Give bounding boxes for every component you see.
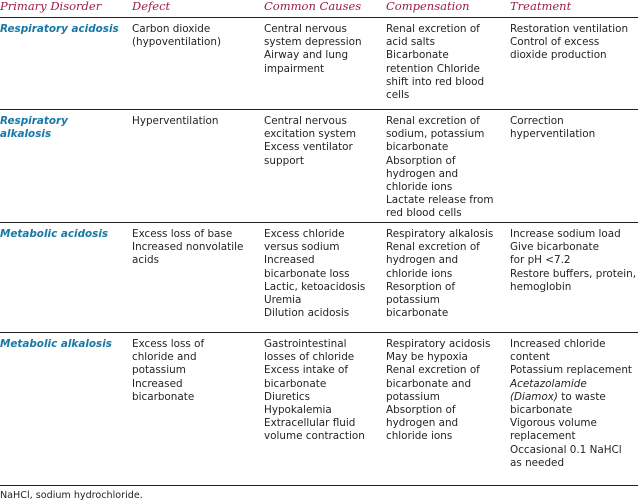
table-row [0,18,638,110]
compensation-cell [380,333,504,486]
table-row [0,110,638,223]
cell-line: bicarbonate [264,377,327,390]
cell-line: Renal excretion of [386,23,480,35]
cell-line: red blood cells [386,207,462,220]
cell-line: Carbon dioxide [132,23,211,35]
cell-line: Increased [132,377,183,390]
cell-line: bicarbonate [132,390,195,403]
compensation-cell [380,110,504,223]
cell-line: Increased chloride [510,338,606,350]
cell-line: system depression [264,36,362,49]
causes-cell [258,223,380,333]
cell-line: Excess chloride [264,228,345,240]
defect-cell [126,110,258,223]
cell-line: Excess intake of [264,364,349,377]
cell-line: Respiratory alkalosis [386,228,494,240]
cell-line: content [510,351,550,364]
cell-line: chloride and [132,351,197,364]
causes-cell [258,333,380,486]
cell-line: bicarbonate loss [264,267,350,280]
cell-line: chloride ions [386,181,453,194]
cell-line: sodium, potassium [386,128,485,141]
cell-line: Correction [510,115,564,127]
disorder-cell: Metabolic acidosis [0,223,126,333]
cell-line: Dilution acidosis [264,307,350,320]
cell-line: cells [386,89,410,102]
cell-line: losses of chloride [264,351,355,364]
cell-line: chloride ions [386,430,453,443]
cell-line: acids [132,254,159,267]
causes-cell [258,18,380,110]
compensation-cell [380,223,504,333]
cell-line: Excess ventilator [264,141,353,154]
cell-line: Resorption of [386,280,456,293]
table-row [0,333,638,486]
cell-line: support [264,154,304,167]
cell-line: hydrogen and [386,167,459,180]
cell-line: versus sodium [264,241,340,254]
cell-line: Renal excretion of [386,364,480,377]
header-treatment: Treatment [504,0,638,18]
cell-line: May be hypoxia [386,351,468,364]
disorder-cell: Metabolic alkalosis [0,333,126,486]
cell-line: impairment [264,62,325,75]
cell-line: dioxide production [510,49,607,62]
cell-line: hydrogen and [386,417,459,430]
defect-cell [126,223,258,333]
cell-line: hyperventilation [510,128,596,141]
cell-line: hydrogen and [386,254,459,267]
table-header-row [0,0,638,18]
cell-line: for pH <7.2 [510,254,571,267]
cell-line: Gastrointestinal [264,338,347,350]
cell-line: Increase sodium load [510,228,621,240]
table-footnote: NaHCl, sodium hydrochloride. [0,490,143,501]
cell-line: Give bicarbonate [510,241,599,254]
disorder-cell: Respiratory alkalosis [0,110,126,223]
cell-line: excitation system [264,128,356,141]
cell-line: Central nervous [264,23,347,35]
causes-cell [258,110,380,223]
cell-line: Excess loss of base [132,228,233,240]
cell-line: Control of excess [510,36,600,49]
cell-line: potassium [386,390,440,403]
cell-line: (Diamox) to waste [510,390,606,403]
cell-line: Extracellular fluid [264,417,356,430]
cell-line: bicarbonate [386,141,449,154]
disorder-cell: Respiratory acidosis [0,18,126,110]
cell-line: Absorption of [386,404,456,417]
cell-line: hemoglobin [510,280,572,293]
cell-line: (hypoventilation) [132,36,222,49]
cell-line: Hypokalemia [264,404,332,417]
cell-line: Renal excretion of [386,241,480,254]
cell-line: Acetazolamide [510,377,587,390]
cell-line: as needed [510,456,565,469]
cell-line: Restore buffers, protein, [510,267,636,280]
cell-line: Respiratory acidosis [386,338,491,350]
header-primary-disorder: Primary Disorder [0,0,126,18]
treatment-cell [504,223,638,333]
cell-line: Bicarbonate [386,49,449,62]
treatment-cell [504,333,638,486]
cell-line: Vigorous volume [510,417,597,430]
cell-line: shift into red blood [386,75,485,88]
cell-line: Occasional 0.1 NaHCl [510,443,622,456]
cell-line: Diuretics [264,390,310,403]
cell-line: Increased [264,254,315,267]
cell-line: potassium [132,364,186,377]
table-row [0,223,638,333]
cell-line: Uremia [264,294,302,307]
cell-line: Restoration ventilation [510,23,629,35]
cell-line: Hyperventilation [132,115,219,127]
cell-line: Excess loss of [132,338,205,350]
cell-line: Potassium replacement [510,364,632,377]
cell-line: bicarbonate [510,404,573,417]
header-compensation: Compensation [380,0,504,18]
cell-line: Increased nonvolatile [132,241,244,254]
cell-line: replacement [510,430,576,443]
cell-line: bicarbonate and [386,377,472,390]
cell-line: Lactic, ketoacidosis [264,280,366,293]
header-common-causes: Common Causes [258,0,380,18]
cell-line: Lactate release from [386,194,494,207]
cell-line: bicarbonate [386,307,449,320]
treatment-cell [504,18,638,110]
cell-line: Airway and lung [264,49,349,62]
header-defect: Defect [126,0,258,18]
cell-line: Central nervous [264,115,347,127]
cell-line: volume contraction [264,430,365,443]
cell-line: potassium [386,294,440,307]
defect-cell [126,333,258,486]
cell-line: acid salts [386,36,436,49]
cell-line: Absorption of [386,154,456,167]
cell-line: retention Chloride [386,62,480,75]
cell-line: chloride ions [386,267,453,280]
cell-line: Renal excretion of [386,115,480,127]
treatment-cell [504,110,638,223]
compensation-cell [380,18,504,110]
defect-cell [126,18,258,110]
